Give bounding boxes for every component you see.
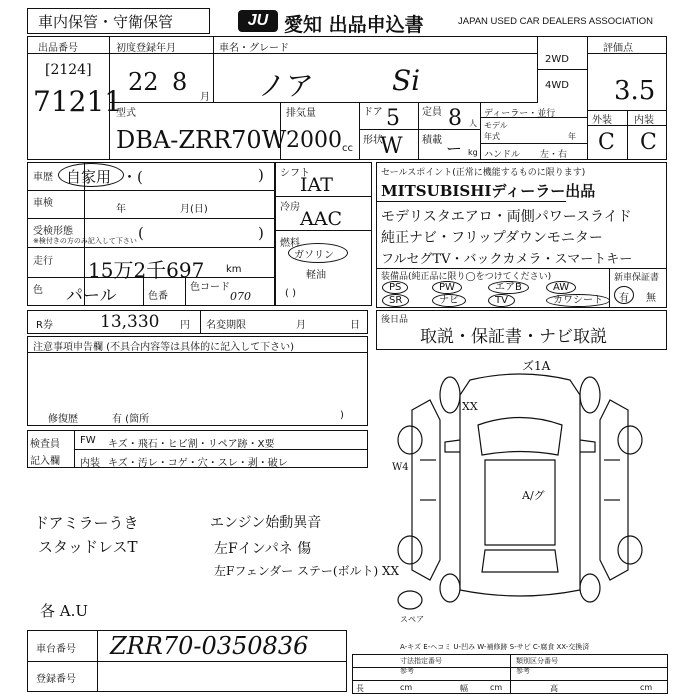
dealer-year-unit: 年 xyxy=(568,132,576,141)
selling-points-headline: MITSUBISHIディーラー出品 xyxy=(381,182,596,200)
selling-point-line-1: モデリスタエアロ・両側パワースライド xyxy=(381,209,632,225)
diagram-side-note: W4 xyxy=(392,462,409,473)
repair-value: 有 (箇所 xyxy=(112,414,150,425)
size-ref: 参考 xyxy=(400,667,414,675)
dealer-model-label: モデル xyxy=(484,121,508,130)
model-label: 型式 xyxy=(116,108,136,119)
repair-close: ) xyxy=(340,410,344,421)
length-cm: cm xyxy=(400,683,413,692)
selling-point-line-3: フルセグTV・バックカメラ・スマートキー xyxy=(381,252,633,267)
color-number-label: 色番 xyxy=(148,291,168,302)
handle-label: ハンドル xyxy=(484,150,521,160)
lot-number: 71211 xyxy=(33,85,123,118)
fuel-label: 燃料 xyxy=(280,238,300,249)
registration-year: 22 xyxy=(128,68,159,96)
association-name: JAPAN USED CAR DEALERS ASSOCIATION xyxy=(458,16,653,27)
history-value: 自家用 xyxy=(66,168,112,186)
r-ticket-value: 13,330 xyxy=(100,312,160,332)
equipment-item: ナビ xyxy=(432,294,466,307)
name-grade-label: 車名・グレード xyxy=(219,43,289,54)
doors-label: ドア xyxy=(363,107,383,118)
inspection-month-unit: 月(日) xyxy=(180,204,208,215)
receipt-note: ※検付きの方のみ記入して下さい xyxy=(33,237,137,245)
score-value: 3.5 xyxy=(614,76,656,106)
note-right-2: 左Fインパネ 傷 xyxy=(214,541,312,557)
drive-4wd: 4WD xyxy=(545,80,569,91)
displacement-value: 2000 xyxy=(286,128,342,153)
registration-number-label: 登録番号 xyxy=(36,674,76,685)
dealer-year-label: 年式 xyxy=(484,132,500,141)
load-label: 積載 xyxy=(422,135,442,146)
fuel-paren: ( ) xyxy=(285,288,296,299)
exterior-score: C xyxy=(598,130,615,155)
registration-month-unit: 月 xyxy=(200,92,210,103)
receipt-label: 受検形態 xyxy=(33,226,73,237)
shape-value: W xyxy=(380,134,403,159)
name-change-day: 日 xyxy=(350,320,360,331)
repair-label: 修復歴 xyxy=(48,414,78,425)
r-ticket-unit: 円 xyxy=(180,320,190,331)
spare-label: スペア xyxy=(400,615,424,624)
damage-legend: A-キズ E-ヘコミ U-凹み W-補修跡 S-サビ C-腐食 XX-交換済 xyxy=(400,643,590,651)
inspector-row2: キズ・汚レ・コゲ・穴・スレ・剥・破レ xyxy=(108,458,288,469)
cooling-value: AAC xyxy=(300,208,342,230)
equipment-item: SR xyxy=(382,294,409,307)
warranty-yes: 有 xyxy=(619,293,629,304)
width-label: 幅 xyxy=(460,684,468,693)
diagram-center-note: A/グ xyxy=(522,489,545,502)
note-left-1: ドアミラーうき xyxy=(34,514,139,532)
registration-month: 8 xyxy=(172,68,188,96)
interior-score: C xyxy=(640,130,657,155)
exterior-label: 外装 xyxy=(592,115,612,126)
receipt-paren-close: ) xyxy=(258,224,264,242)
load-unit: kg xyxy=(468,148,478,157)
drive-2wd: 2WD xyxy=(545,54,569,65)
color-code-value: 070 xyxy=(230,290,251,303)
note-left-2: スタッドレスT xyxy=(38,538,138,556)
history-paren-close: ) xyxy=(258,166,264,184)
equipment-item: エアB xyxy=(488,281,529,294)
color-class-ref: 参考 xyxy=(516,667,530,675)
color-code-label: 色コード xyxy=(190,282,230,293)
inspector-label-2: 記入欄 xyxy=(30,456,60,467)
warranty-label: 新車保証書 xyxy=(614,273,660,283)
cooling-label: 冷房 xyxy=(280,202,300,213)
diagram-top-note: ズ1A xyxy=(522,359,551,373)
mileage-value: 15万2千697 xyxy=(88,258,205,282)
doors-value: 5 xyxy=(386,106,400,131)
size-label: 寸法指定番号 xyxy=(400,657,442,665)
warranty-no: 無 xyxy=(646,293,656,304)
capacity-value: 8 xyxy=(448,106,462,131)
form-title: 愛知 出品申込書 xyxy=(284,14,424,36)
equipment-item: AW xyxy=(546,281,576,294)
displacement-label: 排気量 xyxy=(286,108,316,119)
inspector-row2-head: 内装 xyxy=(80,458,100,469)
equipment-item: PS xyxy=(382,281,408,294)
length-label: 長 xyxy=(356,684,364,693)
lot-label: 出品番号 xyxy=(38,43,78,54)
history-paren-open: ・( xyxy=(122,168,143,186)
selling-point-line-2: 純正ナビ・フリップダウンモニター xyxy=(381,230,603,246)
selling-points-label: セールスポイント(正常に機能するものに限ります) xyxy=(381,168,586,178)
capacity-unit: 人 xyxy=(469,119,477,128)
r-ticket-block xyxy=(27,310,368,334)
inspector-label-1: 検査員 xyxy=(30,439,60,450)
inspection-year-unit: 年 xyxy=(116,204,126,215)
equipment-item: カワシート xyxy=(546,294,610,307)
history-label: 車歴 xyxy=(33,172,53,183)
r-ticket-label: R券 xyxy=(36,320,53,331)
shift-value: IAT xyxy=(300,174,333,196)
lot-sub-number: [2124] xyxy=(45,62,92,78)
note-right-3: 左Fフェンダー ステー(ボルト) XX xyxy=(214,564,400,578)
shift-label: シフト xyxy=(280,168,310,179)
name-change-label: 名変期限 xyxy=(206,320,246,331)
chassis-label: 車台番号 xyxy=(36,644,76,655)
fuel-diesel: 軽油 xyxy=(306,270,326,281)
mileage-label: 走行 xyxy=(33,256,53,267)
vehicle-grade: Si xyxy=(392,64,421,97)
inspector-row1: キズ・飛石・ヒビ割・リペア跡・X要 xyxy=(108,439,275,450)
inspection-label: 車検 xyxy=(33,198,53,209)
dealer-label: ディーラー・並行 xyxy=(484,109,556,119)
color-class-label: 類別区分番号 xyxy=(516,657,558,665)
equipment-label: 装備品(純正品に限り◯をつけてください) xyxy=(381,272,552,282)
equipment-item: PW xyxy=(432,281,462,294)
chassis-number: ZRR70-0350836 xyxy=(110,632,309,660)
diagram-front-note: XX xyxy=(462,400,478,413)
height-cm: cm xyxy=(640,683,653,692)
load-value: ー xyxy=(446,139,463,158)
equipment-item: TV xyxy=(488,294,515,307)
after-docs-label: 後日品 xyxy=(381,315,409,325)
note-right-1: エンジン始動異音 xyxy=(210,515,322,531)
ju-logo: JU xyxy=(238,10,278,32)
fuel-gasoline: ガソリン xyxy=(294,250,334,261)
capacity-label: 定員 xyxy=(422,107,442,118)
width-cm: cm xyxy=(490,683,503,692)
color-label: 色 xyxy=(33,285,43,296)
vehicle-name: ノア xyxy=(258,69,315,102)
height-label: 高 xyxy=(550,684,558,693)
note-bottom: 各 A.U xyxy=(40,602,89,620)
receipt-paren-open: ( xyxy=(138,224,144,242)
mileage-unit: km xyxy=(226,264,242,275)
handle-options: 左・右 xyxy=(540,150,568,160)
inspector-row1-head: FW xyxy=(80,435,96,446)
model-code: DBA-ZRR70W xyxy=(116,126,287,154)
displacement-unit: cc xyxy=(342,143,353,154)
name-change-month: 月 xyxy=(296,320,306,331)
interior-label: 内装 xyxy=(634,115,654,126)
score-label: 評価点 xyxy=(603,43,633,54)
shape-label: 形状 xyxy=(363,135,383,146)
notes-label: 注意事項申告欄 (不具合内容等は具体的に記入して下さい) xyxy=(33,342,294,353)
registration-label: 初度登録年月 xyxy=(116,43,176,54)
storage-notice: 車内保管・守衛保管 xyxy=(38,13,174,31)
color-value: パール xyxy=(66,286,117,306)
after-docs-value: 取説・保証書・ナビ取説 xyxy=(420,327,607,347)
